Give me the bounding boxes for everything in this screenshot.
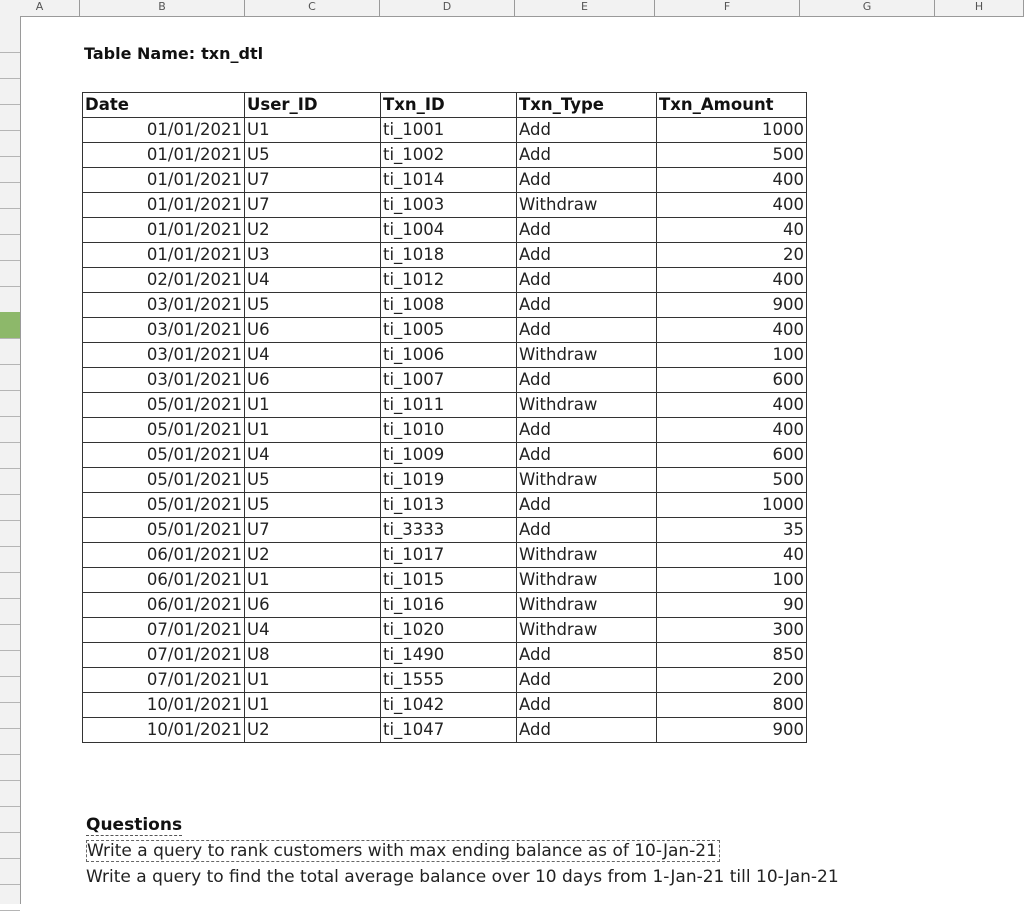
table-row bbox=[83, 218, 807, 243]
table-row bbox=[83, 443, 807, 468]
cell-date[interactable]: 03/01/2021 bbox=[83, 343, 245, 368]
cell-txn-type[interactable]: Withdraw bbox=[517, 593, 657, 618]
cell-date[interactable]: 01/01/2021 bbox=[83, 143, 245, 168]
cell-txn-amount[interactable]: 400 bbox=[657, 318, 807, 343]
cell-txn-id[interactable]: ti_1016 bbox=[381, 593, 517, 618]
cell-date[interactable]: 06/01/2021 bbox=[83, 568, 245, 593]
cell-txn-id[interactable]: ti_1006 bbox=[381, 343, 517, 368]
header-txn-type[interactable]: Txn_Type bbox=[517, 93, 657, 118]
row-header-cell[interactable] bbox=[0, 286, 20, 313]
cell-date[interactable]: 05/01/2021 bbox=[83, 393, 245, 418]
cell-user-id[interactable]: U8 bbox=[245, 643, 381, 668]
cell-txn-type[interactable]: Withdraw bbox=[517, 193, 657, 218]
table-row bbox=[83, 143, 807, 168]
question-2[interactable]: Write a query to find the total average balance over 10 days from 1-Jan-21 till 10-Jan-21 bbox=[86, 867, 839, 887]
cell-txn-amount[interactable]: 900 bbox=[657, 293, 807, 318]
cell-user-id[interactable]: U1 bbox=[245, 393, 381, 418]
cell-txn-id[interactable]: ti_1010 bbox=[381, 418, 517, 443]
cell-txn-amount[interactable]: 100 bbox=[657, 343, 807, 368]
cell-user-id[interactable]: U2 bbox=[245, 718, 381, 743]
table-row bbox=[83, 493, 807, 518]
row-header-cell[interactable] bbox=[0, 806, 20, 833]
cell-txn-id[interactable]: ti_1042 bbox=[381, 693, 517, 718]
questions-heading: Questions bbox=[86, 815, 183, 835]
table-name-value: txn_dtl bbox=[201, 44, 264, 63]
cell-date[interactable]: 03/01/2021 bbox=[83, 293, 245, 318]
row-header-cell[interactable] bbox=[0, 624, 20, 651]
cell-user-id[interactable]: U2 bbox=[245, 218, 381, 243]
row-header-cell[interactable] bbox=[0, 234, 20, 261]
cell-user-id[interactable]: U4 bbox=[245, 443, 381, 468]
cell-user-id[interactable]: U1 bbox=[245, 668, 381, 693]
row-header-bar bbox=[0, 16, 21, 904]
row-header-cell[interactable] bbox=[0, 442, 20, 469]
cell-txn-id[interactable]: ti_1013 bbox=[381, 493, 517, 518]
cell-txn-id[interactable]: ti_1005 bbox=[381, 318, 517, 343]
cell-txn-amount[interactable]: 400 bbox=[657, 418, 807, 443]
cell-txn-amount[interactable]: 900 bbox=[657, 718, 807, 743]
cell-txn-amount[interactable]: 850 bbox=[657, 643, 807, 668]
cell-user-id[interactable]: U4 bbox=[245, 343, 381, 368]
row-header-cell[interactable] bbox=[0, 754, 20, 781]
column-header-bar bbox=[0, 0, 1024, 17]
cell-txn-id[interactable]: ti_1014 bbox=[381, 168, 517, 193]
row-header-cell[interactable] bbox=[0, 468, 20, 495]
cell-txn-amount[interactable]: 100 bbox=[657, 568, 807, 593]
header-txn-id[interactable]: Txn_ID bbox=[381, 93, 517, 118]
cell-date[interactable]: 05/01/2021 bbox=[83, 493, 245, 518]
row-header-cell[interactable] bbox=[0, 338, 20, 365]
cell-txn-amount[interactable]: 300 bbox=[657, 618, 807, 643]
cell-txn-id[interactable]: ti_1018 bbox=[381, 243, 517, 268]
txn-table bbox=[82, 92, 807, 743]
cell-user-id[interactable]: U5 bbox=[245, 293, 381, 318]
column-header-a[interactable]: A bbox=[0, 0, 80, 16]
cell-txn-amount[interactable]: 400 bbox=[657, 393, 807, 418]
cell-txn-type[interactable]: Withdraw bbox=[517, 468, 657, 493]
cell-user-id[interactable]: U1 bbox=[245, 118, 381, 143]
cell-user-id[interactable]: U6 bbox=[245, 318, 381, 343]
cell-txn-amount[interactable]: 1000 bbox=[657, 493, 807, 518]
cell-txn-id[interactable]: ti_1490 bbox=[381, 643, 517, 668]
cell-txn-type[interactable]: Withdraw bbox=[517, 343, 657, 368]
cell-txn-amount[interactable]: 600 bbox=[657, 443, 807, 468]
cell-date[interactable]: 05/01/2021 bbox=[83, 443, 245, 468]
table-row bbox=[83, 418, 807, 443]
table-row bbox=[83, 293, 807, 318]
header-user-id[interactable]: User_ID bbox=[245, 93, 381, 118]
cell-txn-id[interactable]: ti_1002 bbox=[381, 143, 517, 168]
column-header-h[interactable]: H bbox=[935, 0, 1024, 16]
cell-txn-type[interactable]: Add bbox=[517, 368, 657, 393]
table-row bbox=[83, 618, 807, 643]
cell-txn-id[interactable]: ti_1017 bbox=[381, 543, 517, 568]
cell-txn-id[interactable]: ti_1020 bbox=[381, 618, 517, 643]
question-1[interactable]: Write a query to rank customers with max ending balance as of 10-Jan-21 bbox=[86, 840, 720, 862]
row-header-cell[interactable] bbox=[0, 78, 20, 105]
cell-txn-amount[interactable]: 35 bbox=[657, 518, 807, 543]
row-header-cell[interactable] bbox=[0, 702, 20, 729]
cell-txn-type[interactable]: Add bbox=[517, 493, 657, 518]
cell-date[interactable]: 01/01/2021 bbox=[83, 193, 245, 218]
cell-txn-amount[interactable]: 90 bbox=[657, 593, 807, 618]
cell-txn-type[interactable]: Add bbox=[517, 218, 657, 243]
cell-txn-type[interactable]: Add bbox=[517, 318, 657, 343]
cell-txn-type[interactable]: Add bbox=[517, 243, 657, 268]
row-header-cell[interactable] bbox=[0, 364, 20, 391]
cell-txn-id[interactable]: ti_1019 bbox=[381, 468, 517, 493]
table-row bbox=[83, 718, 807, 743]
cell-txn-type[interactable]: Add bbox=[517, 443, 657, 468]
cell-user-id[interactable]: U1 bbox=[245, 693, 381, 718]
table-row bbox=[83, 318, 807, 343]
table-row bbox=[83, 518, 807, 543]
table-row bbox=[83, 393, 807, 418]
table-row bbox=[83, 368, 807, 393]
column-header-g[interactable]: G bbox=[800, 0, 935, 16]
table-row bbox=[83, 643, 807, 668]
cell-txn-id[interactable]: ti_1555 bbox=[381, 668, 517, 693]
row-header-cell[interactable] bbox=[0, 832, 20, 859]
cell-user-id[interactable]: U2 bbox=[245, 543, 381, 568]
column-header-e[interactable]: E bbox=[515, 0, 655, 16]
cell-date[interactable]: 03/01/2021 bbox=[83, 318, 245, 343]
cell-txn-type[interactable]: Add bbox=[517, 268, 657, 293]
cell-txn-id[interactable]: ti_1011 bbox=[381, 393, 517, 418]
cell-date[interactable]: 01/01/2021 bbox=[83, 118, 245, 143]
table-row bbox=[83, 243, 807, 268]
column-header-f[interactable]: F bbox=[655, 0, 800, 16]
cell-user-id[interactable]: U4 bbox=[245, 268, 381, 293]
cell-date[interactable]: 10/01/2021 bbox=[83, 718, 245, 743]
cell-txn-type[interactable]: Add bbox=[517, 418, 657, 443]
cell-user-id[interactable]: U7 bbox=[245, 518, 381, 543]
cell-txn-type[interactable]: Add bbox=[517, 718, 657, 743]
cell-date[interactable]: 02/01/2021 bbox=[83, 268, 245, 293]
row-header-cell[interactable] bbox=[0, 676, 20, 703]
table-row bbox=[83, 593, 807, 618]
cell-user-id[interactable]: U7 bbox=[245, 193, 381, 218]
cell-txn-type[interactable]: Add bbox=[517, 168, 657, 193]
cell-user-id[interactable]: U5 bbox=[245, 493, 381, 518]
cell-txn-amount[interactable]: 800 bbox=[657, 693, 807, 718]
table-row bbox=[83, 468, 807, 493]
cell-txn-amount[interactable]: 400 bbox=[657, 268, 807, 293]
column-header-b[interactable]: B bbox=[80, 0, 245, 16]
questions-section bbox=[86, 812, 839, 890]
cell-date[interactable]: 06/01/2021 bbox=[83, 593, 245, 618]
table-row bbox=[83, 568, 807, 593]
cell-txn-amount[interactable]: 500 bbox=[657, 468, 807, 493]
cell-user-id[interactable]: U6 bbox=[245, 593, 381, 618]
row-header-cell[interactable] bbox=[0, 572, 20, 599]
cell-date[interactable]: 01/01/2021 bbox=[83, 218, 245, 243]
header-txn-amount[interactable]: Txn_Amount bbox=[657, 93, 807, 118]
cell-txn-type[interactable]: Withdraw bbox=[517, 568, 657, 593]
cell-date[interactable]: 10/01/2021 bbox=[83, 693, 245, 718]
row-header-cell[interactable] bbox=[0, 260, 20, 287]
cell-date[interactable]: 03/01/2021 bbox=[83, 368, 245, 393]
row-header-cell[interactable] bbox=[0, 598, 20, 625]
cell-date[interactable]: 06/01/2021 bbox=[83, 543, 245, 568]
cell-txn-type[interactable]: Withdraw bbox=[517, 543, 657, 568]
row-header-cell[interactable] bbox=[0, 312, 20, 339]
cell-txn-id[interactable]: ti_1012 bbox=[381, 268, 517, 293]
row-header-cell[interactable] bbox=[0, 520, 20, 547]
cell-txn-id[interactable]: ti_1003 bbox=[381, 193, 517, 218]
cell-txn-amount[interactable]: 1000 bbox=[657, 118, 807, 143]
table-name-label: Table Name: bbox=[84, 44, 196, 63]
cell-date[interactable]: 05/01/2021 bbox=[83, 418, 245, 443]
cell-user-id[interactable]: U1 bbox=[245, 568, 381, 593]
row-header-cell[interactable] bbox=[0, 494, 20, 521]
cell-txn-id[interactable]: ti_1015 bbox=[381, 568, 517, 593]
cell-txn-id[interactable]: ti_1008 bbox=[381, 293, 517, 318]
cell-user-id[interactable]: U1 bbox=[245, 418, 381, 443]
cell-txn-id[interactable]: ti_1007 bbox=[381, 368, 517, 393]
row-header-cell[interactable] bbox=[0, 208, 20, 235]
cell-txn-amount[interactable]: 20 bbox=[657, 243, 807, 268]
table-row bbox=[83, 168, 807, 193]
cell-date[interactable]: 05/01/2021 bbox=[83, 468, 245, 493]
cell-txn-id[interactable]: ti_1001 bbox=[381, 118, 517, 143]
cell-txn-amount[interactable]: 40 bbox=[657, 218, 807, 243]
cell-txn-type[interactable]: Add bbox=[517, 118, 657, 143]
cell-user-id[interactable]: U7 bbox=[245, 168, 381, 193]
row-header-cell[interactable] bbox=[0, 858, 20, 885]
cell-txn-type[interactable]: Add bbox=[517, 143, 657, 168]
cell-date[interactable]: 07/01/2021 bbox=[83, 618, 245, 643]
cell-txn-type[interactable]: Add bbox=[517, 643, 657, 668]
cell-date[interactable]: 07/01/2021 bbox=[83, 643, 245, 668]
table-header-row bbox=[83, 93, 807, 118]
row-header-cell[interactable] bbox=[0, 104, 20, 131]
column-header-c[interactable]: C bbox=[245, 0, 380, 16]
cell-date[interactable]: 07/01/2021 bbox=[83, 668, 245, 693]
cell-txn-id[interactable]: ti_1047 bbox=[381, 718, 517, 743]
row-header-cell[interactable] bbox=[0, 182, 20, 209]
row-header-cell[interactable] bbox=[0, 156, 20, 183]
cell-txn-id[interactable]: ti_3333 bbox=[381, 518, 517, 543]
cell-user-id[interactable]: U3 bbox=[245, 243, 381, 268]
cell-user-id[interactable]: U5 bbox=[245, 143, 381, 168]
row-header-cell[interactable] bbox=[0, 416, 20, 443]
column-header-d[interactable]: D bbox=[380, 0, 515, 16]
table-row bbox=[83, 193, 807, 218]
cell-txn-type[interactable]: Add bbox=[517, 293, 657, 318]
cell-txn-type[interactable]: Add bbox=[517, 693, 657, 718]
row-header-cell[interactable] bbox=[0, 390, 20, 417]
cell-txn-id[interactable]: ti_1009 bbox=[381, 443, 517, 468]
table-row bbox=[83, 343, 807, 368]
cell-date[interactable]: 01/01/2021 bbox=[83, 168, 245, 193]
header-date[interactable]: Date bbox=[83, 93, 245, 118]
cell-txn-type[interactable]: Withdraw bbox=[517, 618, 657, 643]
table-row bbox=[83, 118, 807, 143]
cell-txn-type[interactable]: Add bbox=[517, 668, 657, 693]
cell-txn-amount[interactable]: 600 bbox=[657, 368, 807, 393]
row-header-cell[interactable] bbox=[0, 884, 20, 911]
table-row bbox=[83, 543, 807, 568]
row-header-cell[interactable] bbox=[0, 650, 20, 677]
cell-txn-amount[interactable]: 200 bbox=[657, 668, 807, 693]
cell-user-id[interactable]: U4 bbox=[245, 618, 381, 643]
cell-date[interactable]: 05/01/2021 bbox=[83, 518, 245, 543]
cell-date[interactable]: 01/01/2021 bbox=[83, 243, 245, 268]
table-name-title bbox=[84, 44, 263, 63]
cell-user-id[interactable]: U5 bbox=[245, 468, 381, 493]
table-row bbox=[83, 693, 807, 718]
cell-txn-type[interactable]: Add bbox=[517, 518, 657, 543]
cell-txn-amount[interactable]: 400 bbox=[657, 168, 807, 193]
row-header-cell[interactable] bbox=[0, 546, 20, 573]
cell-txn-type[interactable]: Withdraw bbox=[517, 393, 657, 418]
cell-txn-amount[interactable]: 400 bbox=[657, 193, 807, 218]
row-header-cell[interactable] bbox=[0, 52, 20, 79]
cell-txn-amount[interactable]: 500 bbox=[657, 143, 807, 168]
table-row bbox=[83, 668, 807, 693]
row-header-cell[interactable] bbox=[0, 130, 20, 157]
row-header-cell[interactable] bbox=[0, 728, 20, 755]
row-header-cell[interactable] bbox=[0, 26, 20, 53]
cell-txn-id[interactable]: ti_1004 bbox=[381, 218, 517, 243]
row-header-cell[interactable] bbox=[0, 780, 20, 807]
cell-txn-amount[interactable]: 40 bbox=[657, 543, 807, 568]
table-row bbox=[83, 268, 807, 293]
cell-user-id[interactable]: U6 bbox=[245, 368, 381, 393]
